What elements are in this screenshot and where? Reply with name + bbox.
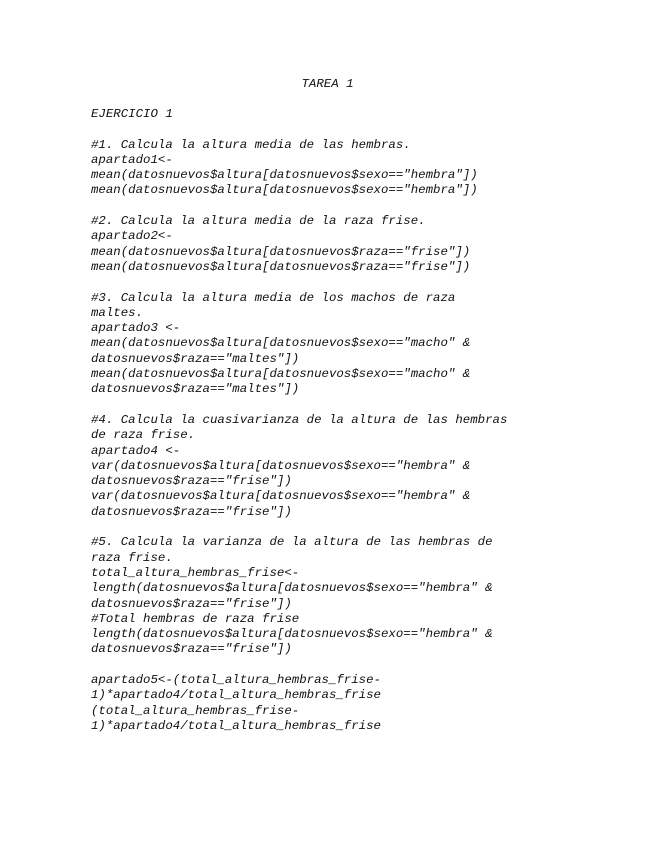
code-section-4 — [91, 413, 611, 520]
code-line: raza frise. — [91, 550, 173, 565]
code-section-5 — [91, 535, 611, 657]
code-line: #3. Calcula la altura media de los machos de raza — [91, 290, 456, 305]
code-line: apartado4 <- — [91, 443, 181, 458]
code-line: mean(datosnuevos$altura[datosnuevos$sexo=="macho" & — [91, 367, 471, 382]
code-line: datosnuevos$raza=="frise"]) — [91, 474, 292, 489]
code-line: mean(datosnuevos$altura[datosnuevos$raza=="frise"]) — [91, 244, 471, 259]
code-line: length(datosnuevos$altura[datosnuevos$sexo=="hembra" & — [91, 627, 493, 642]
document-title: TAREA 1 — [301, 77, 354, 91]
exercise-sections — [91, 138, 611, 735]
code-line: #5. Calcula la varianza de la altura de las hembras de — [91, 535, 493, 550]
code-line: #1. Calcula la altura media de las hembras. — [91, 137, 411, 152]
code-line: #4. Calcula la cuasivarianza de la altura de las hembras — [91, 412, 508, 427]
code-section-1 — [91, 138, 611, 199]
code-section-2 — [91, 214, 611, 275]
code-line: apartado2<- — [91, 229, 173, 244]
code-line: maltes. — [91, 305, 144, 320]
code-section-3 — [91, 291, 611, 398]
code-line: 1)*apartado4/total_altura_hembras_frise — [91, 718, 381, 733]
code-line: var(datosnuevos$altura[datosnuevos$sexo=="hembra" & — [91, 458, 471, 473]
code-line: datosnuevos$raza=="maltes"]) — [91, 351, 300, 366]
code-line: #Total hembras de raza frise — [91, 611, 300, 626]
code-line: mean(datosnuevos$altura[datosnuevos$raza=="frise"]) — [91, 259, 471, 274]
code-line: datosnuevos$raza=="frise"]) — [91, 596, 292, 611]
document-body — [91, 107, 611, 749]
code-line: apartado3 <- — [91, 321, 181, 336]
code-section-6 — [91, 673, 611, 734]
code-line: apartado1<- — [91, 152, 173, 167]
code-line: datosnuevos$raza=="maltes"]) — [91, 382, 300, 397]
code-line: 1)*apartado4/total_altura_hembras_frise — [91, 688, 381, 703]
exercise-heading: EJERCICIO 1 — [91, 107, 173, 121]
code-line: total_altura_hembras_frise<- — [91, 565, 300, 580]
code-line: mean(datosnuevos$altura[datosnuevos$sexo=="hembra"]) — [91, 168, 478, 183]
code-line: mean(datosnuevos$altura[datosnuevos$sexo=="hembra"]) — [91, 183, 478, 198]
code-line: #2. Calcula la altura media de la raza frise. — [91, 214, 426, 229]
code-line: apartado5<-(total_altura_hembras_frise- — [91, 672, 381, 687]
code-line: de raza frise. — [91, 428, 196, 443]
code-line: datosnuevos$raza=="frise"]) — [91, 642, 292, 657]
code-line: (total_altura_hembras_frise- — [91, 703, 300, 718]
code-line: var(datosnuevos$altura[datosnuevos$sexo=="hembra" & — [91, 489, 471, 504]
code-line: length(datosnuevos$altura[datosnuevos$sexo=="hembra" & — [91, 581, 493, 596]
code-line: mean(datosnuevos$altura[datosnuevos$sexo=="macho" & — [91, 336, 471, 351]
code-line: datosnuevos$raza=="frise"]) — [91, 504, 292, 519]
